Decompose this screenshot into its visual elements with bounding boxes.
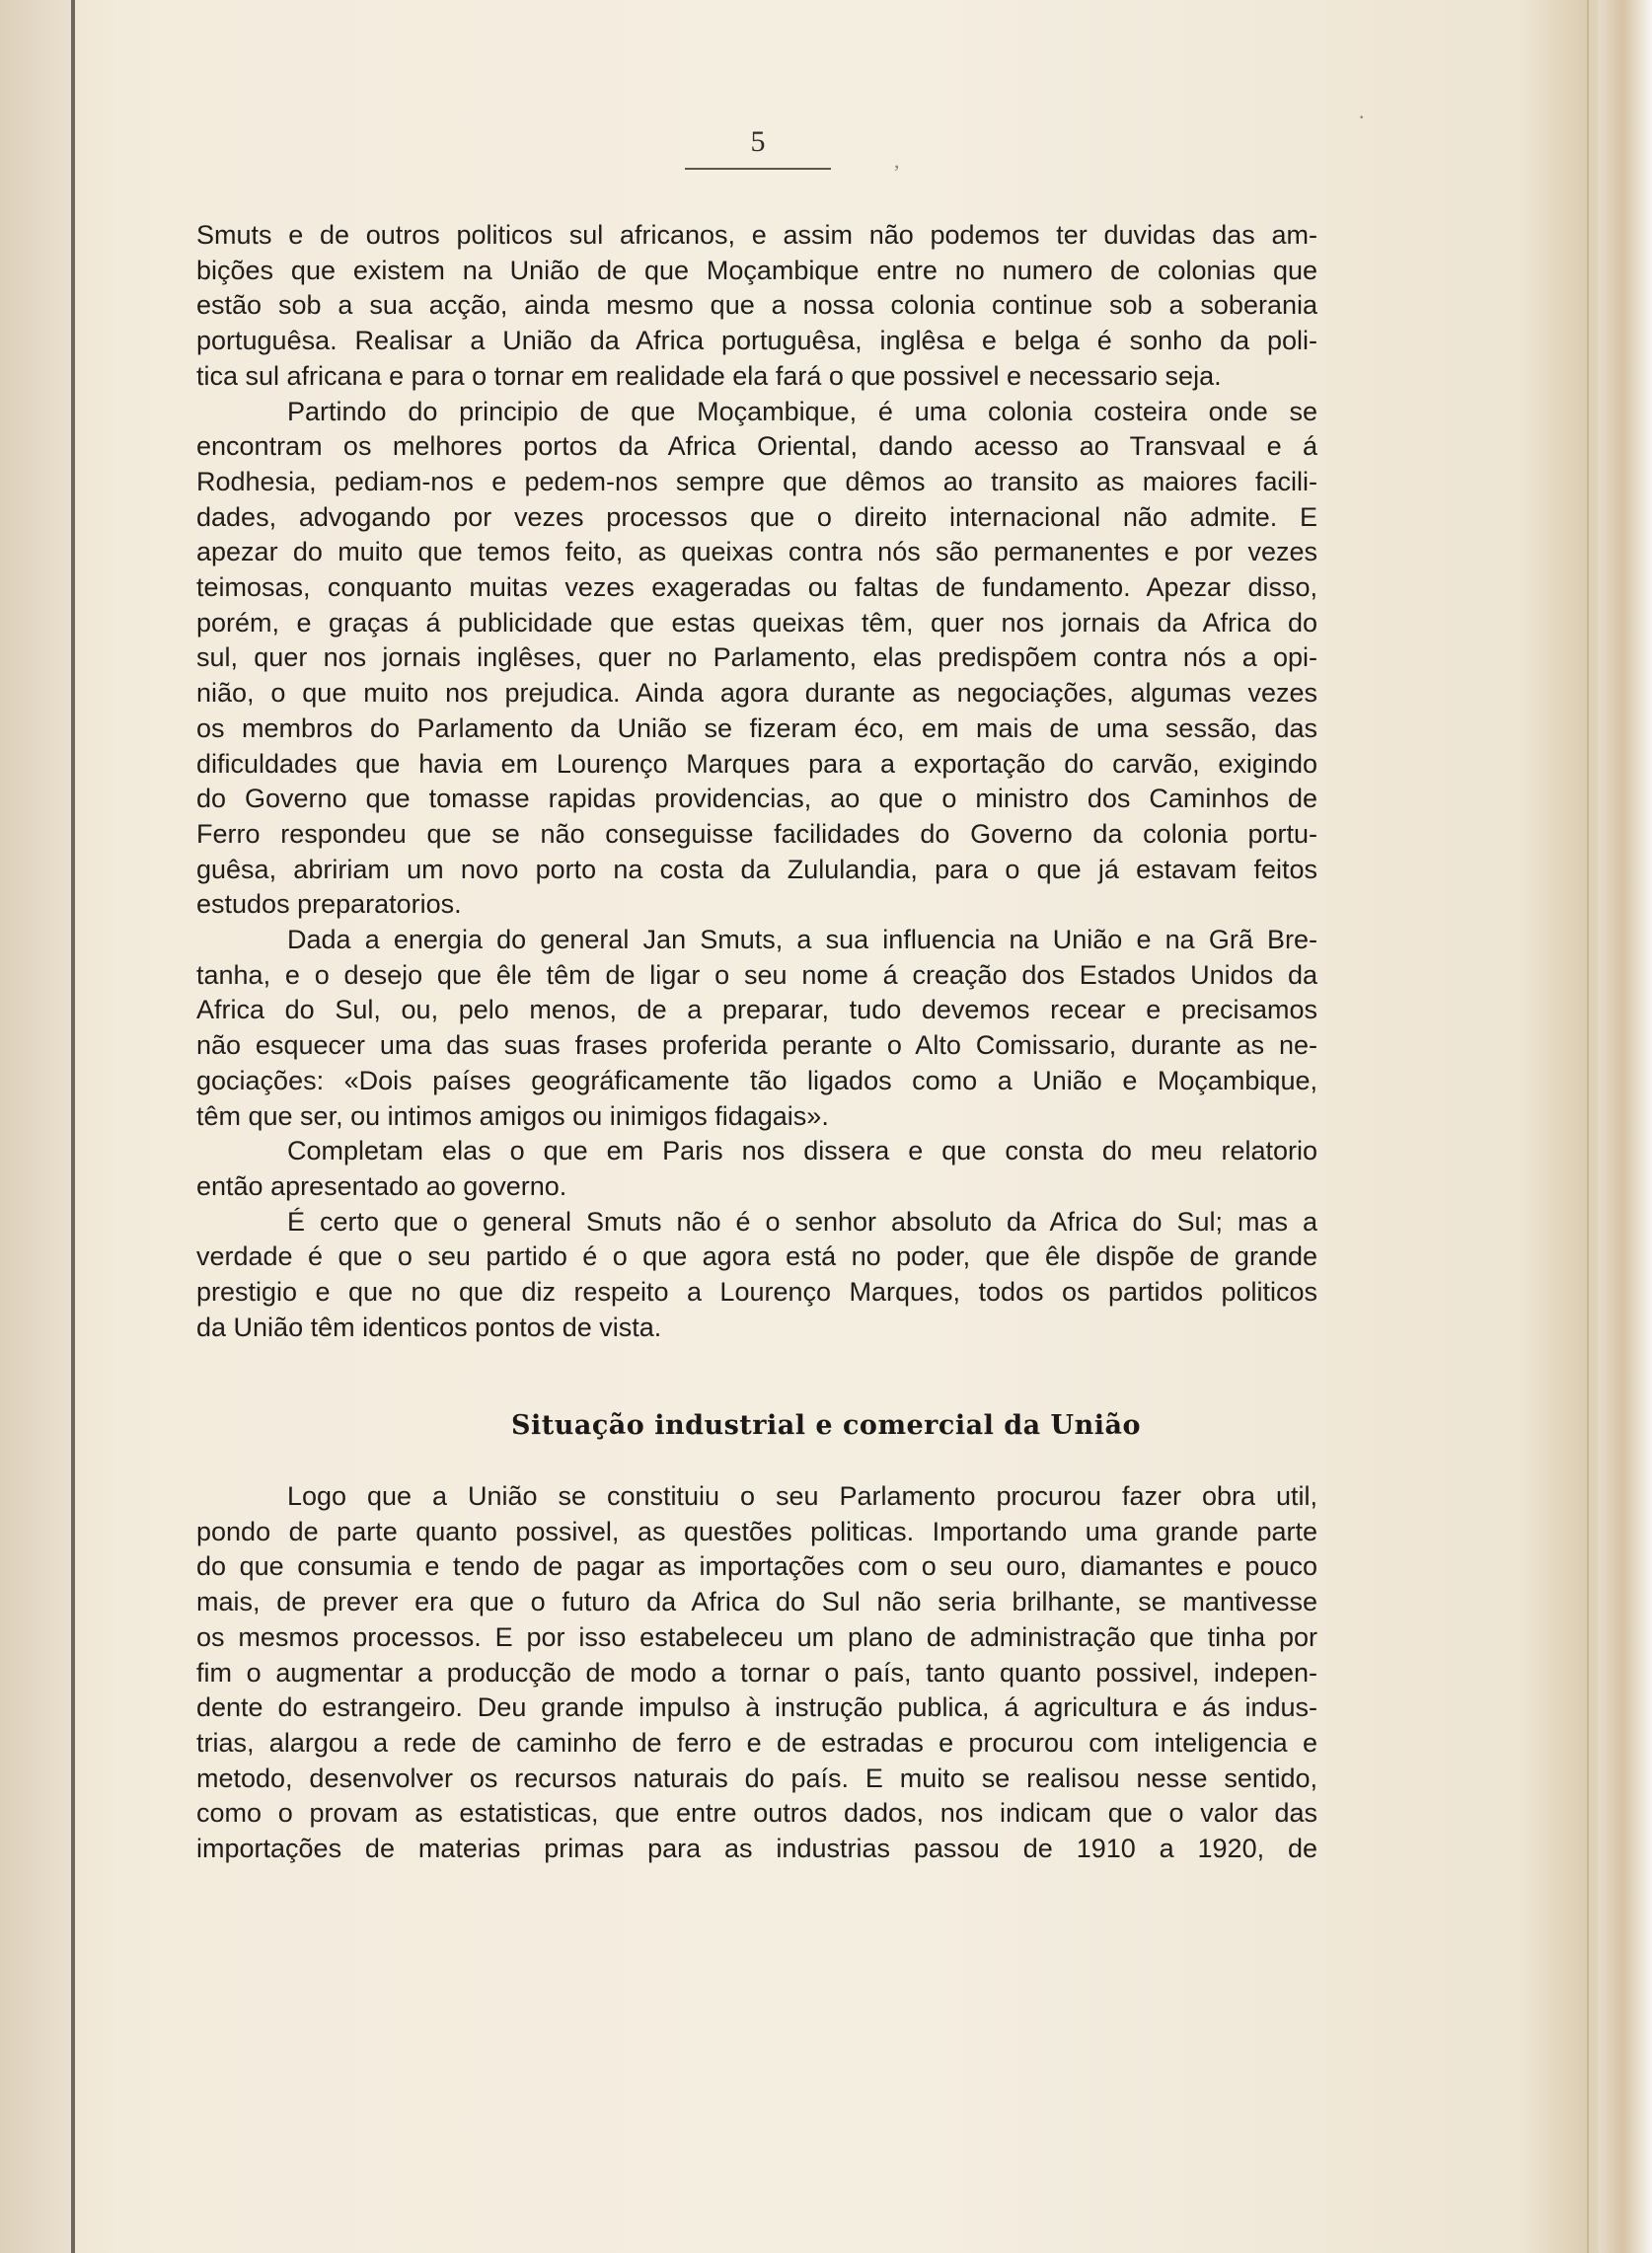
text-line: pondo de parte quanto possivel, as questões politicas. Importando uma grande parte: [196, 1516, 1317, 1546]
text-line: Dada a energia do general Jan Smuts, a sua influencia na União e na Grã Bre-: [287, 925, 1317, 955]
body-text-block-2: [196, 1479, 1317, 1867]
paper-speck: ,: [894, 148, 900, 173]
right-page-edge: [1599, 0, 1652, 2253]
text-line: da União têm identicos pontos de vista.: [196, 1312, 662, 1342]
text-line: gociações: «Dois países geográficamente tão ligados como a União e Moçambique,: [196, 1065, 1317, 1095]
left-gutter-shadow: [0, 0, 71, 2253]
text-line: teimosas, conquanto muitas vezes exageradas ou faltas de fundamento. Apezar disso,: [196, 572, 1317, 603]
text-line: Rodhesia, pediam-nos e pedem-nos sempre que dêmos ao transito as maiores facili-: [196, 466, 1317, 496]
text-line: então apresentado ao governo.: [196, 1170, 567, 1201]
text-line: É certo que o general Smuts não é o senhor absoluto da Africa do Sul; mas a: [287, 1206, 1317, 1237]
text-line: trias, alargou a rede de caminho de ferro e de estradas e procurou com inteligencia e: [196, 1727, 1317, 1758]
text-line: portuguêsa. Realisar a União da Africa portuguêsa, inglêsa e belga é sonho da poli-: [196, 326, 1317, 356]
text-line: sul, quer nos jornais inglêses, quer no Parlamento, elas predispõem contra nós a opi-: [196, 642, 1317, 673]
text-line: Ferro respondeu que se não conseguisse facilidades do Governo da colonia portu-: [196, 818, 1317, 849]
text-line: estão sob a sua acção, ainda mesmo que a nossa colonia continue sob a soberania: [196, 290, 1317, 321]
text-line: dificuldades que havia em Lourenço Marques para a exportação do carvão, exigindo: [196, 748, 1317, 779]
text-line: verdade é que o seu partido é o que agora está no poder, que êle dispõe de grande: [196, 1241, 1317, 1272]
text-line: nião, o que muito nos prejudica. Ainda agora durante as negociações, algumas vezes: [196, 678, 1317, 709]
body-text-block-1: [196, 218, 1317, 1346]
section-heading: Situação industrial e comercial da União: [511, 1410, 1141, 1441]
text-line: dente do estrangeiro. Deu grande impulso à instrução publica, á agricultura e ás indus-: [196, 1692, 1317, 1723]
text-line: tica sul africana e para o tornar em realidade ela fará o que possivel e necessario seja.: [196, 360, 1222, 391]
text-line: têm que ser, ou intimos amigos ou inimigos fidagais».: [196, 1100, 829, 1131]
text-line: Partindo do principio de que Moçambique, é uma colonia costeira onde se: [287, 396, 1317, 426]
text-line: Smuts e de outros politicos sul africanos, e assim não podemos ter duvidas das am-: [196, 220, 1317, 250]
text-line: estudos preparatorios.: [196, 889, 462, 920]
text-line: mais, de prever era que o futuro da Africa do Sul não seria brilhante, se mantivesse: [196, 1587, 1317, 1617]
right-page-edge-line: [1587, 0, 1589, 2253]
text-line: fim o augmentar a producção de modo a tornar o país, tanto quanto possivel, indepen-: [196, 1657, 1317, 1688]
text-line: Africa do Sul, ou, pelo menos, de a preparar, tudo devemos recear e precisamos: [196, 995, 1317, 1025]
text-line: bições que existem na União de que Moçambique entre no numero de colonias que: [196, 255, 1317, 285]
text-line: não esquecer uma das suas frases proferida perante o Alto Comissario, durante as ne-: [196, 1030, 1317, 1061]
text-line: metodo, desenvolver os recursos naturais do país. E muito se realisou nesse sentido,: [196, 1763, 1317, 1793]
text-line: dades, advogando por vezes processos que o direito internacional não admite. E: [196, 501, 1317, 532]
page-number-rule: [685, 168, 831, 170]
text-line: os membros do Parlamento da União se fizeram éco, em mais de uma sessão, das: [196, 713, 1317, 743]
text-line: tanha, e o desejo que êle têm de ligar o seu nome á creação dos Estados Unidos da: [196, 959, 1317, 990]
paper-speck: ·: [1358, 105, 1366, 129]
text-line: porém, e graças á publicidade que estas queixas têm, quer nos jornais da Africa do: [196, 607, 1317, 638]
text-line: do Governo que tomasse rapidas providencias, ao que o ministro dos Caminhos de: [196, 784, 1317, 814]
text-line: Logo que a União se constituiu o seu Parlamento procurou fazer obra util,: [287, 1481, 1317, 1511]
text-line: do que consumia e tendo de pagar as importações com o seu ouro, diamantes e pouco: [196, 1551, 1317, 1582]
text-line: prestigio e que no que diz respeito a Lourenço Marques, todos os partidos politicos: [196, 1277, 1317, 1308]
text-line: como o provam as estatisticas, que entre outros dados, nos indicam que o valor das: [196, 1798, 1317, 1829]
text-line: Completam elas o que em Paris nos dissera e que consta do meu relatorio: [287, 1136, 1317, 1166]
binding-spine-line: [71, 0, 75, 2253]
text-line: guêsa, abririam um novo porto na costa da Zululandia, para o que já estavam feitos: [196, 854, 1317, 884]
text-line: encontram os melhores portos da Africa Oriental, dando acesso ao Transvaal e á: [196, 431, 1317, 462]
text-line: os mesmos processos. E por isso estabeleceu um plano de administração que tinha por: [196, 1621, 1317, 1652]
page-number: 5: [750, 125, 766, 158]
text-line: apezar do muito que temos feito, as queixas contra nós são permanentes e por vezes: [196, 537, 1317, 567]
text-line: importações de materias primas para as industrias passou de 1910 a 1920, de: [196, 1834, 1317, 1864]
